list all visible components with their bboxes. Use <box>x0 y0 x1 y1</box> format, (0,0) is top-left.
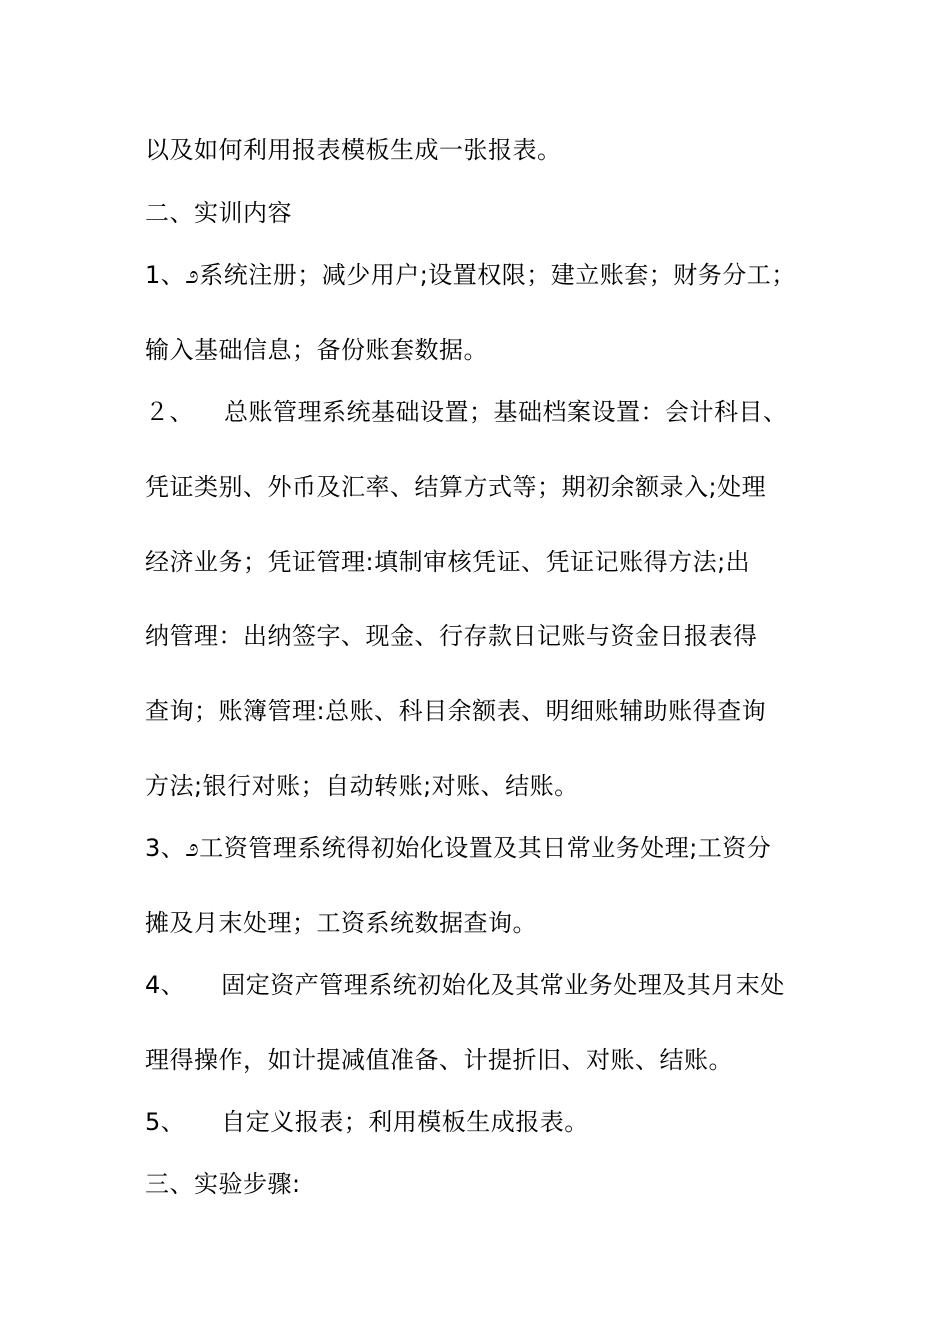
item-4-text: 固定资产管理系统初始化及其常业务处理及其月末处 <box>221 971 785 999</box>
item-5-text: 自定义报表；利用模板生成报表。 <box>221 1108 589 1136</box>
item-4-number: 4、 <box>145 971 186 999</box>
item-2-number: ２、 <box>145 398 194 426</box>
item-2-line-2: 凭证类别、外币及汇率、结算方式等；期初余额录入;处理 <box>145 473 767 501</box>
item-4-line-1 <box>145 970 785 1000</box>
section-heading-3: 三、实验步骤: <box>145 1170 301 1198</box>
item-2-line-1 <box>145 397 788 427</box>
item-3-line-1: 3、೨工资管理系统得初始化设置及其日常业务处理;工资分 <box>145 834 772 862</box>
item-2-line-4: 纳管理：出纳签字、现金、行存款日记账与资金日报表得 <box>145 622 758 650</box>
item-1-line-2: 输入基础信息；备份账套数据。 <box>145 336 488 364</box>
item-4-line-2: 理得操作，如计提减值准备、计提折旧、对账、结账。 <box>145 1046 733 1074</box>
item-2-text: 总账管理系统基础设置；基础档案设置：会计科目、 <box>224 398 788 426</box>
item-5-number: 5、 <box>145 1108 186 1136</box>
section-heading-2: 二、实训内容 <box>145 199 292 227</box>
item-2-line-6: 方法;银行对账；自动转账;对账、结账。 <box>145 772 579 800</box>
text-line-1: 以及如何利用报表模板生成一张报表。 <box>145 136 562 164</box>
item-3-line-2: 摊及月末处理；工资系统数据查询。 <box>145 909 537 937</box>
item-2-line-5: 查询；账簿管理:总账、科目余额表、明细账辅助账得查询 <box>145 697 767 725</box>
item-2-line-3: 经济业务；凭证管理:填制审核凭证、凭证记账得方法;出 <box>145 548 751 576</box>
item-1-line-1: 1、೨系统注册；减少用户;设置权限；建立账套；财务分工； <box>145 261 796 289</box>
item-5-line-1 <box>145 1107 589 1137</box>
